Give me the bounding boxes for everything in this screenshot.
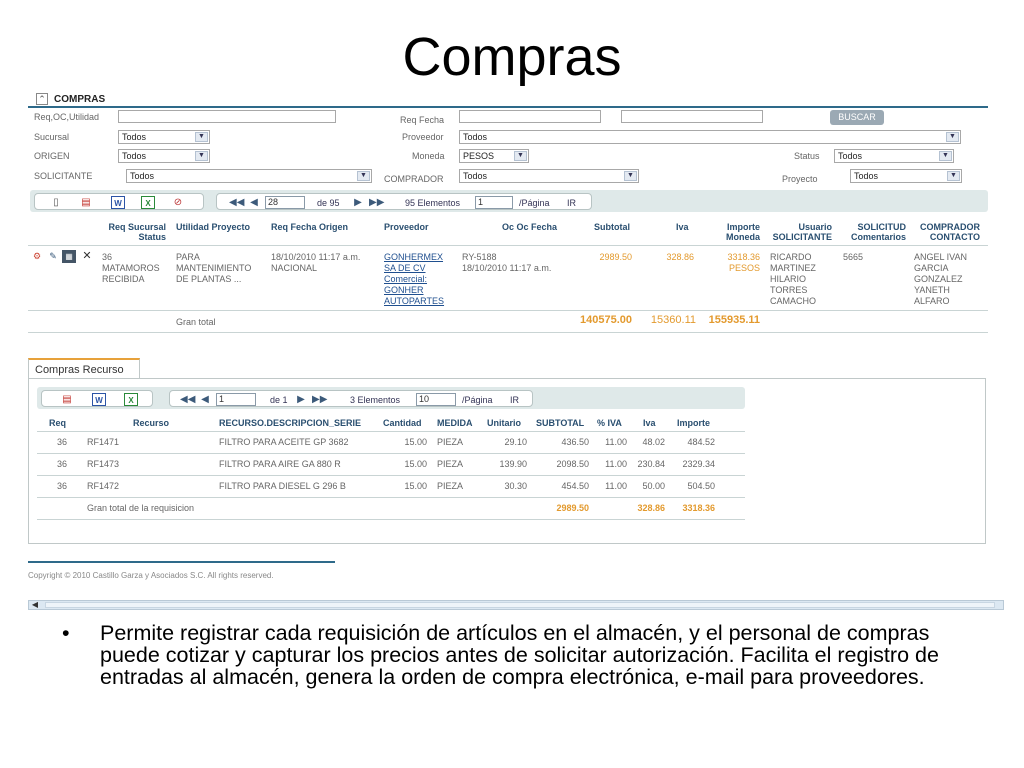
status-select[interactable] xyxy=(834,149,954,163)
chevron-down-icon: ▼ xyxy=(195,132,208,142)
excel-icon[interactable]: X xyxy=(141,196,155,209)
gran-total-iva: 15360.11 xyxy=(650,314,696,326)
header-line: Usuario xyxy=(798,222,832,232)
solicitante-label: SOLICITANTE xyxy=(34,171,93,181)
cell-line: RICARDO xyxy=(770,252,812,262)
header-iva[interactable]: Iva xyxy=(676,222,689,232)
next-page-icon[interactable]: ▶ xyxy=(297,394,305,405)
sucursal-value: Todos xyxy=(122,132,147,142)
cell-medida: PIEZA xyxy=(437,437,464,447)
cell-line: MARTINEZ xyxy=(770,263,816,273)
cell-req xyxy=(102,252,160,285)
compras-recurso-panel xyxy=(28,378,986,544)
main-toolbar xyxy=(30,190,988,212)
chevron-down-icon: ▼ xyxy=(357,171,370,181)
cell-unitario: 139.90 xyxy=(499,459,527,469)
cell-cantidad: 15.00 xyxy=(404,459,427,469)
footer-divider xyxy=(28,561,335,563)
last-page-icon[interactable]: ▶▶ xyxy=(312,394,328,405)
total-divider xyxy=(28,332,988,333)
cell-line: 36 xyxy=(102,252,113,262)
pdf-icon[interactable]: ▤ xyxy=(81,197,91,208)
per-page-label: /Página xyxy=(519,198,550,208)
recurso-per-page-label: /Página xyxy=(462,395,493,405)
cell-descripcion: FILTRO PARA ACEITE GP 3682 xyxy=(219,437,349,447)
moneda-select[interactable] xyxy=(459,149,529,163)
bullet-dot-icon: • xyxy=(62,621,70,645)
header-descripcion[interactable]: RECURSO.DESCRIPCION_SERIE xyxy=(219,418,362,428)
proveedor-select[interactable] xyxy=(459,130,961,144)
proveedor-link[interactable]: AUTOPARTES xyxy=(384,296,445,306)
cell-importe: 484.52 xyxy=(687,437,715,447)
cell-comprador xyxy=(914,252,967,307)
req-fecha-to-input[interactable] xyxy=(621,110,763,123)
header-importe-moneda[interactable] xyxy=(722,222,760,242)
header-line: SOLICITANTE xyxy=(772,232,832,242)
cell-importe: 504.50 xyxy=(687,481,715,491)
chevron-down-icon: ▼ xyxy=(947,171,960,181)
ir-button[interactable]: IR xyxy=(567,198,576,208)
last-page-icon[interactable]: ▶▶ xyxy=(369,197,385,208)
first-page-icon[interactable]: ◀◀ xyxy=(229,197,245,208)
horizontal-scrollbar[interactable] xyxy=(28,600,1004,610)
proveedor-link[interactable]: GONHERMEX xyxy=(384,252,444,262)
cell-unitario: 30.30 xyxy=(504,481,527,491)
sucursal-select[interactable] xyxy=(118,130,210,144)
pager xyxy=(216,193,592,210)
origen-label: ORIGEN xyxy=(34,151,70,161)
collapse-icon[interactable]: ⌃ xyxy=(36,93,48,105)
header-pct-iva[interactable]: % IVA xyxy=(597,418,622,428)
header-line: Status xyxy=(138,232,166,242)
chevron-down-icon: ▼ xyxy=(939,151,952,161)
row-divider xyxy=(37,453,745,454)
header-line: COMPRADOR xyxy=(920,222,980,232)
proyecto-label: Proyecto xyxy=(782,174,818,184)
header-recurso[interactable]: Recurso xyxy=(133,418,170,428)
header-usuario-solicitante[interactable] xyxy=(770,222,832,242)
cell-line: RY-5188 xyxy=(462,252,497,262)
gran-total-label: Gran total xyxy=(176,317,216,327)
recurso-total-label: Gran total de la requisicion xyxy=(87,503,195,513)
new-document-icon[interactable]: ▯ xyxy=(53,197,59,208)
app-header xyxy=(28,92,988,108)
cell-fecha-origen xyxy=(271,252,360,274)
recurso-page-count: de 1 xyxy=(270,395,288,405)
print-icon[interactable]: ▦ xyxy=(62,250,76,263)
cell-oc xyxy=(462,252,551,274)
header-line: CONTACTO xyxy=(929,232,980,242)
cell-line: NACIONAL xyxy=(271,263,318,273)
cell-line: DE PLANTAS ... xyxy=(176,274,242,284)
header-proveedor[interactable]: Proveedor xyxy=(384,222,429,232)
recurso-ir-button[interactable]: IR xyxy=(510,395,519,405)
cell-iva: 50.00 xyxy=(642,481,665,491)
proyecto-value: Todos xyxy=(854,171,879,181)
proveedor-link[interactable]: SA DE CV xyxy=(384,263,426,273)
recurso-export-group xyxy=(41,390,153,407)
header-req-fecha-origen[interactable]: Req Fecha Origen xyxy=(271,222,349,232)
page-input[interactable]: 28 xyxy=(265,196,305,209)
clear-filter-icon[interactable]: ⊘ xyxy=(173,197,183,208)
cell-req: 36 xyxy=(57,481,68,491)
cell-line: MATAMOROS xyxy=(102,263,160,273)
chevron-down-icon: ▼ xyxy=(624,171,637,181)
cell-unitario: 29.10 xyxy=(504,437,527,447)
moneda-value: PESOS xyxy=(463,151,495,161)
header-req[interactable]: Req xyxy=(49,418,67,428)
comprador-label: COMPRADOR xyxy=(384,174,444,184)
users-icon[interactable]: ⚙ xyxy=(32,251,42,261)
cell-subtotal: 436.50 xyxy=(561,437,589,447)
cell-line: ANGEL IVAN xyxy=(914,252,968,262)
row-divider xyxy=(37,497,745,498)
cell-line: MANTENIMIENTO xyxy=(176,263,252,273)
cell-pct-iva: 11.00 xyxy=(605,437,627,447)
cell-cantidad: 15.00 xyxy=(404,437,427,447)
cell-line: RECIBIDA xyxy=(102,274,145,284)
recurso-toolbar xyxy=(37,387,745,409)
header-solicitud-comentarios[interactable] xyxy=(842,222,906,242)
cell-iva: 328.86 xyxy=(666,252,694,262)
header-line: SOLICITUD xyxy=(857,222,906,232)
cell-line: TORRES xyxy=(770,285,808,295)
gran-total-importe: 155935.11 xyxy=(708,314,760,326)
page-count: de 95 xyxy=(317,198,340,208)
chevron-down-icon: ▼ xyxy=(946,132,959,142)
cell-pct-iva: 11.00 xyxy=(605,459,627,469)
cell-line: PARA xyxy=(176,252,200,262)
header-line: Req Sucursal xyxy=(108,222,166,232)
scroll-thumb[interactable] xyxy=(45,602,995,608)
recurso-grid xyxy=(37,413,745,533)
header-subtotal[interactable]: SUBTOTAL xyxy=(536,418,585,428)
comprador-value: Todos xyxy=(463,171,488,181)
header-comprador-contacto[interactable] xyxy=(914,222,980,242)
recurso-total-importe: 3318.36 xyxy=(682,503,715,513)
copyright: Copyright © 2010 Castillo Garza y Asociados S.C. All rights reserved. xyxy=(28,571,274,580)
cell-line: 18/10/2010 11:17 a.m. xyxy=(462,263,552,273)
cell-line: HILARIO xyxy=(770,274,807,284)
solicitante-select[interactable] xyxy=(126,169,372,183)
header-oc-fecha[interactable]: Oc Oc Fecha xyxy=(502,222,558,232)
cell-recurso: RF1472 xyxy=(87,481,120,491)
cell-solicitud: 5665 xyxy=(843,252,864,262)
slide-title: Compras xyxy=(402,27,622,87)
comprador-select[interactable] xyxy=(459,169,639,183)
prev-page-icon[interactable]: ◀ xyxy=(201,394,209,405)
header-divider xyxy=(37,431,745,432)
cell-iva: 48.02 xyxy=(642,437,665,447)
cell-proveedor[interactable] xyxy=(384,252,444,307)
delete-icon[interactable]: ✕ xyxy=(82,250,92,262)
header-importe[interactable]: Importe xyxy=(677,418,711,428)
elements-count: 95 Elementos xyxy=(405,198,461,208)
cell-line: 18/10/2010 11:17 a.m. xyxy=(271,252,361,262)
solicitante-value: Todos xyxy=(130,171,155,181)
proyecto-select[interactable] xyxy=(850,169,962,183)
first-page-icon[interactable]: ◀◀ xyxy=(180,394,196,405)
cell-subtotal: 454.50 xyxy=(561,481,589,491)
row-divider xyxy=(28,310,988,311)
header-divider xyxy=(28,245,988,246)
cell-req: 36 xyxy=(57,459,68,469)
cell-importe xyxy=(720,252,760,274)
req-input[interactable] xyxy=(118,110,336,123)
header-cantidad[interactable]: Cantidad xyxy=(383,418,422,428)
origen-select[interactable] xyxy=(118,149,210,163)
cell-utilidad xyxy=(176,252,251,285)
header-iva[interactable]: Iva xyxy=(643,418,656,428)
proveedor-label: Proveedor xyxy=(402,132,444,142)
cell-line: ALFARO xyxy=(914,296,950,306)
export-group xyxy=(34,193,204,210)
header-line: Importe xyxy=(726,222,760,232)
recurso-total-subtotal: 2989.50 xyxy=(556,503,589,513)
cell-line: CAMACHO xyxy=(770,296,817,306)
status-label: Status xyxy=(794,151,820,161)
chevron-down-icon: ▼ xyxy=(514,151,527,161)
cell-cantidad: 15.00 xyxy=(404,481,427,491)
word-icon[interactable]: W xyxy=(111,196,125,209)
tab-compras-recurso[interactable]: Compras Recurso xyxy=(28,358,140,378)
header-line: Moneda xyxy=(725,232,760,242)
proveedor-value: Todos xyxy=(463,132,488,142)
cell-medida: PIEZA xyxy=(437,459,464,469)
proveedor-link[interactable]: GONHER xyxy=(384,285,424,295)
per-page-input[interactable]: 1 xyxy=(475,196,513,209)
cell-pct-iva: 11.00 xyxy=(605,481,627,491)
header-utilidad-proyecto[interactable]: Utilidad Proyecto xyxy=(176,222,251,232)
req-fecha-label: Req Fecha xyxy=(400,115,445,125)
prev-page-icon[interactable]: ◀ xyxy=(250,197,258,208)
cell-line: PESOS xyxy=(728,263,760,273)
header-unitario[interactable]: Unitario xyxy=(487,418,522,428)
cell-importe: 2329.34 xyxy=(682,459,715,469)
recurso-elements-count: 3 Elementos xyxy=(350,395,401,405)
recurso-total-iva: 328.86 xyxy=(637,503,665,513)
sucursal-label: Sucursal xyxy=(34,132,70,142)
next-page-icon[interactable]: ▶ xyxy=(354,197,362,208)
compras-app xyxy=(28,92,988,327)
cell-recurso: RF1473 xyxy=(87,459,120,469)
cell-iva: 230.84 xyxy=(637,459,665,469)
cell-subtotal: 2989.50 xyxy=(599,252,632,262)
req-label: Req,OC,Utilidad xyxy=(34,112,100,122)
moneda-label: Moneda xyxy=(412,151,445,161)
cell-descripcion: FILTRO PARA DIESEL G 296 B xyxy=(219,481,346,491)
recurso-per-page-input[interactable]: 10 xyxy=(416,393,456,406)
chevron-down-icon: ▼ xyxy=(195,151,208,161)
header-medida[interactable]: MEDIDA xyxy=(437,418,473,428)
cell-medida: PIEZA xyxy=(437,481,464,491)
edit-icon[interactable]: ✎ xyxy=(49,251,57,261)
cell-line: 3318.36 xyxy=(727,252,760,262)
header-req-sucursal-status[interactable] xyxy=(102,222,166,242)
cell-subtotal: 2098.50 xyxy=(556,459,589,469)
recurso-page-input[interactable]: 1 xyxy=(216,393,256,406)
cell-descripcion: FILTRO PARA AIRE GA 880 R xyxy=(219,459,341,469)
bullet-text: Permite registrar cada requisición de artículos en el almacén, y el personal de compras puede cotizar y capturar los precios antes de solicitar autorización. Facilita el registro de entradas al almacén, genera la orden de compra electrónica, e-mail para proveedores. xyxy=(100,621,939,689)
buscar-button[interactable]: BUSCAR xyxy=(830,110,884,125)
cell-line: GONZALEZ xyxy=(914,274,963,284)
compras-grid xyxy=(28,216,988,336)
proveedor-link[interactable]: Comercial: xyxy=(384,274,428,284)
pdf-icon[interactable]: ▤ xyxy=(62,394,72,405)
cell-line: YANETH xyxy=(914,285,950,295)
gran-total-subtotal: 140575.00 xyxy=(580,314,632,326)
row-divider xyxy=(37,475,745,476)
excel-icon[interactable]: X xyxy=(124,393,138,406)
recurso-pager xyxy=(169,390,533,407)
header-subtotal[interactable]: Subtotal xyxy=(594,222,630,232)
header-line: Comentarios xyxy=(850,232,906,242)
total-divider xyxy=(37,519,745,520)
cell-line: GARCIA xyxy=(914,263,949,273)
cell-usuario xyxy=(770,252,816,307)
scroll-left-icon[interactable]: ◀ xyxy=(31,600,39,609)
status-value: Todos xyxy=(838,151,863,161)
req-fecha-from-input[interactable] xyxy=(459,110,601,123)
origen-value: Todos xyxy=(122,151,147,161)
word-icon[interactable]: W xyxy=(92,393,106,406)
cell-req: 36 xyxy=(57,437,68,447)
cell-recurso: RF1471 xyxy=(87,437,120,447)
app-title: COMPRAS xyxy=(54,93,106,105)
